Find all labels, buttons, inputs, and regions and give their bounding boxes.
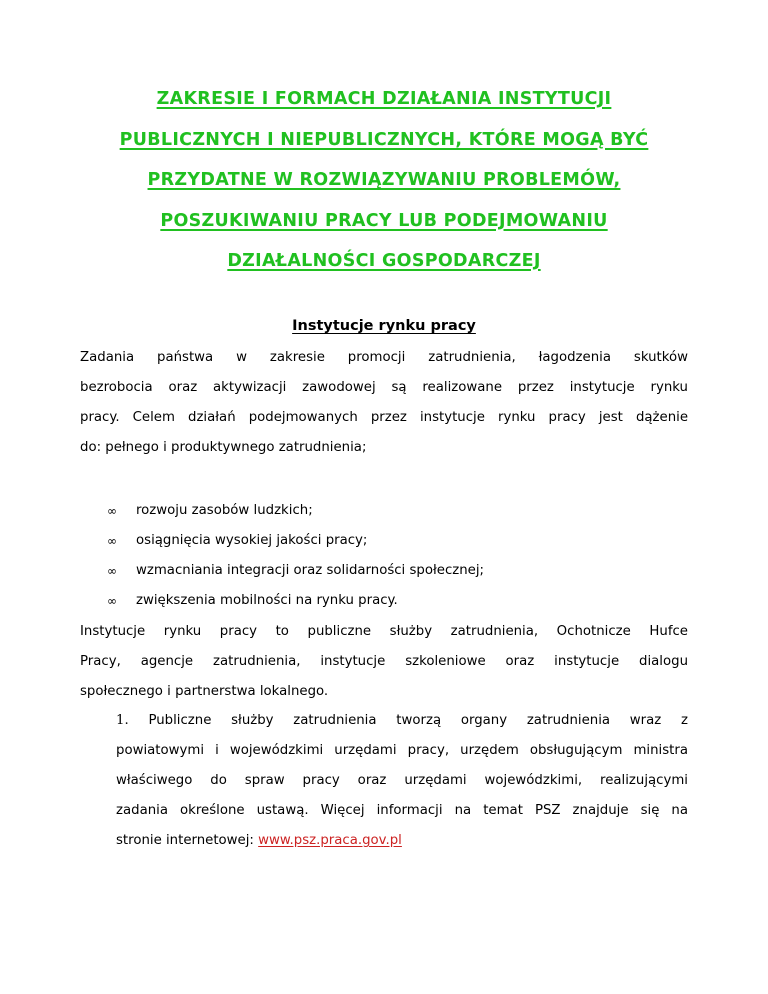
paragraph-line: społecznego i partnerstwa lokalnego. [80,684,329,699]
item-number: 1. [116,713,129,728]
institutions-paragraph [80,617,688,707]
paragraph-line: bezrobocia oraz aktywizacji zawodowej są realizowane przez instytucje rynku [80,380,688,395]
list-item-text: osiągnięcia wysokiej jakości pracy; [136,533,368,548]
title-line: DZIAŁALNOŚCI GOSPODARCZEJ [227,251,541,271]
list-item [80,496,688,526]
infinity-bullet-icon: ∞ [107,504,117,518]
paragraph-line: Pracy, agencje zatrudnienia, instytucje szkoleniowe oraz instytucje dialogu [80,654,688,669]
numbered-item-line: powiatowymi i wojewódzkimi urzędami pracy, urzędem obsługującym ministra [116,743,688,758]
list-item-text: zwiększenia mobilności na rynku pracy. [136,593,398,608]
infinity-bullet-icon: ∞ [107,534,117,548]
intro-paragraph [80,343,688,463]
infinity-bullet-icon: ∞ [107,594,117,608]
infinity-bullet-icon: ∞ [107,564,117,578]
goals-list [80,496,688,616]
numbered-item-line: zadania określone ustawą. Więcej informacji na temat PSZ znajduje się na [116,803,688,818]
paragraph-line: Instytucje rynku pracy to publiczne służby zatrudnienia, Ochotnicze Hufce [80,624,688,639]
title-line: PRZYDATNE W ROZWIĄZYWANIU PROBLEMÓW, [147,170,621,190]
title-line: POSZUKIWANIU PRACY LUB PODEJMOWANIU [160,210,608,231]
list-item [80,526,688,556]
numbered-item-line: stronie internetowej: www.psz.praca.gov.pl [116,833,402,848]
paragraph-line: do: pełnego i produktywnego zatrudnienia; [80,440,367,455]
document-title [80,79,688,282]
list-item [80,556,688,586]
title-line: ZAKRESIE I FORMACH DZIAŁANIA INSTYTUCJI [156,89,612,109]
list-item-text: rozwoju zasobów ludzkich; [136,503,313,518]
list-item [80,586,688,616]
paragraph-line: pracy. Celem działań podejmowanych przez instytucje rynku pracy jest dążenie [80,410,688,425]
numbered-item-line: właściwego do spraw pracy oraz urzędami wojewódzkimi, realizującymi [116,773,688,788]
numbered-item-1 [116,706,688,856]
list-item-text: wzmacniania integracji oraz solidarności społecznej; [136,563,485,578]
paragraph-line: Zadania państwa w zakresie promocji zatrudnienia, łagodzenia skutków [80,350,688,365]
title-line: PUBLICZNYCH I NIEPUBLICZNYCH, KTÓRE MOGĄ BYĆ [119,129,649,150]
psz-website-link[interactable]: www.psz.praca.gov.pl [258,833,402,848]
section-title: Instytucje rynku pracy [292,318,476,334]
numbered-item-line: 1. Publiczne służby zatrudnienia tworzą organy zatrudnienia wraz z [116,713,689,728]
